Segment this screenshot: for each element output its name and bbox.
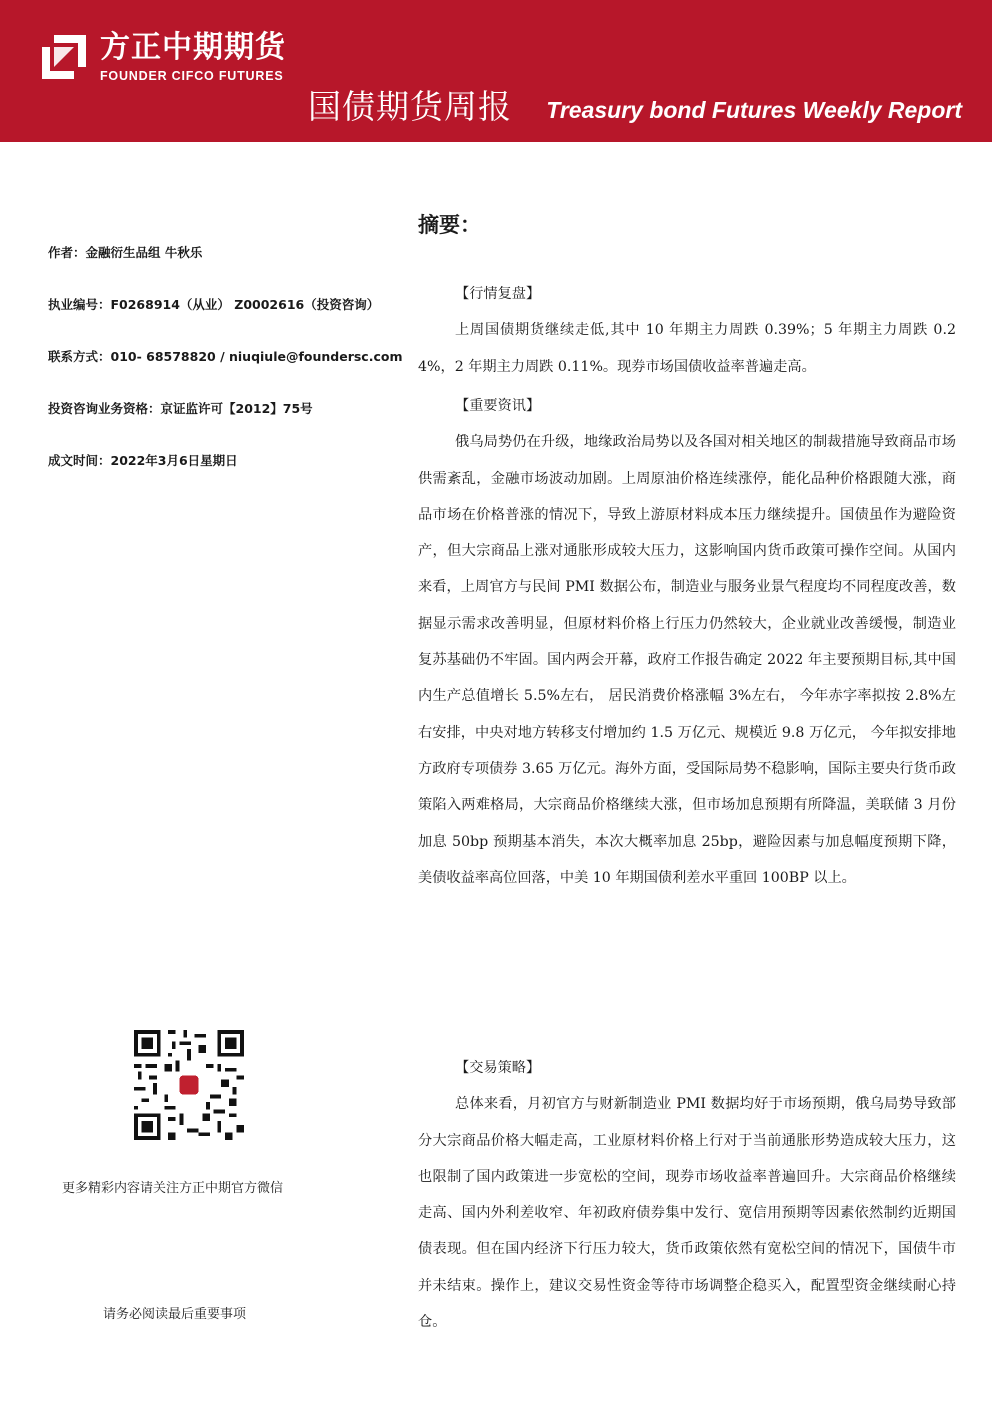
brand-name-cn: 方正中期期货 [100, 30, 286, 65]
wechat-qr-code [134, 1030, 244, 1140]
section-title: 【重要资讯】 [455, 398, 541, 414]
author-line: 作者：金融衍生品组 牛秋乐 [48, 245, 203, 260]
report-header [0, 0, 992, 142]
section-title: 【行情复盘】 [455, 286, 541, 302]
brand-name-en: FOUNDER CIFCO FUTURES [100, 69, 284, 83]
section-title: 【交易策略】 [455, 1060, 541, 1076]
section-body: 俄乌局势仍在升级，地缘政治局势以及各国对相关地区的制裁措施导致商品市场供需紊乱，金融市场波动加剧。上周原油价格连续涨停，能化品种价格跟随大涨，商品市场在价格普涨的情况下，导致上游原材料成本压力继续提升。国债虽作为避险资产，但大宗商品上涨对通胀形成较大压力，这影响国内货币政策可操作空间。从国内来看，上周官方与民间 PMI 数据公布，制造业与服务业景气程度均不同程度改善，数据显示需求改善明显，但原材料价格上行压力仍然较大，企业就业改善缓慢，制造业复苏基础仍不牢固。国内两会开幕，政府工作报告确定 2022 年主要预期目标,其中国内生产总值增长 5.5%左右， 居民消费价格涨幅 3%左右， 今年赤字率拟按 2.8%左右安排，中央对地方转移支付增加约 1.5 万亿元、规模近 9.8 万亿元， 今年拟安排地方政府专项债券 3.65 万亿元。海外方面，受国际局势不稳影响，国际主要央行货币政策陷入两难格局，大宗商品价格继续大涨，但市场加息预期有所降温，美联储 3 月份加息 50bp 预期基本消失，本次大概率加息 25bp，避险因素与加息幅度预期下降，美债收益率高位回落，中美 10 年期国债利差水平重回 100BP 以上。 [418, 434, 956, 886]
contact-line: 联系方式：010- 68578820 / niuqiule@foundersc.com [48, 349, 403, 364]
section-trading-strategy [418, 1050, 956, 1340]
section-key-news [418, 388, 956, 896]
section-body: 上周国债期货继续走低,其中 10 年期主力周跌 0.39%；5 年期主力周跌 0.24%，2 年期主力周跌 0.11%。现券市场国债收益率普遍走高。 [418, 322, 956, 375]
disclaimer-note: 请务必阅读最后重要事项 [103, 1307, 247, 1322]
license-line: 执业编号：F0268914（从业） Z0002616（投资咨询） [48, 297, 380, 312]
date-line: 成文时间：2022年3月6日星期日 [48, 453, 238, 468]
report-title-en: Treasury bond Futures Weekly Report [546, 97, 962, 123]
section-body: 总体来看，月初官方与财新制造业 PMI 数据均好于市场预期，俄乌局势导致部分大宗商品价格大幅走高，工业原材料价格上行对于当前通胀形势造成较大压力，这也限制了国内政策进一步宽松的空间，现券市场收益率普遍回升。大宗商品价格继续走高、国内外利差收窄、年初政府债券集中发行、宽信用预期等因素依然制约近期国债表现。但在国内经济下行压力较大，货币政策依然有宽松空间的情况下，国债牛市并未结束。操作上，建议交易性资金等待市场调整企稳买入，配置型资金继续耐心持仓。 [418, 1096, 956, 1331]
qualification-line: 投资咨询业务资格：京证监许可【2012】75号 [48, 401, 313, 416]
section-market-review [418, 276, 956, 385]
report-title-cn: 国债期货周报 [308, 87, 512, 126]
founder-logo-icon [40, 33, 88, 81]
qr-caption: 更多精彩内容请关注方正中期官方微信 [62, 1181, 284, 1196]
abstract-title: 摘要： [418, 213, 481, 237]
